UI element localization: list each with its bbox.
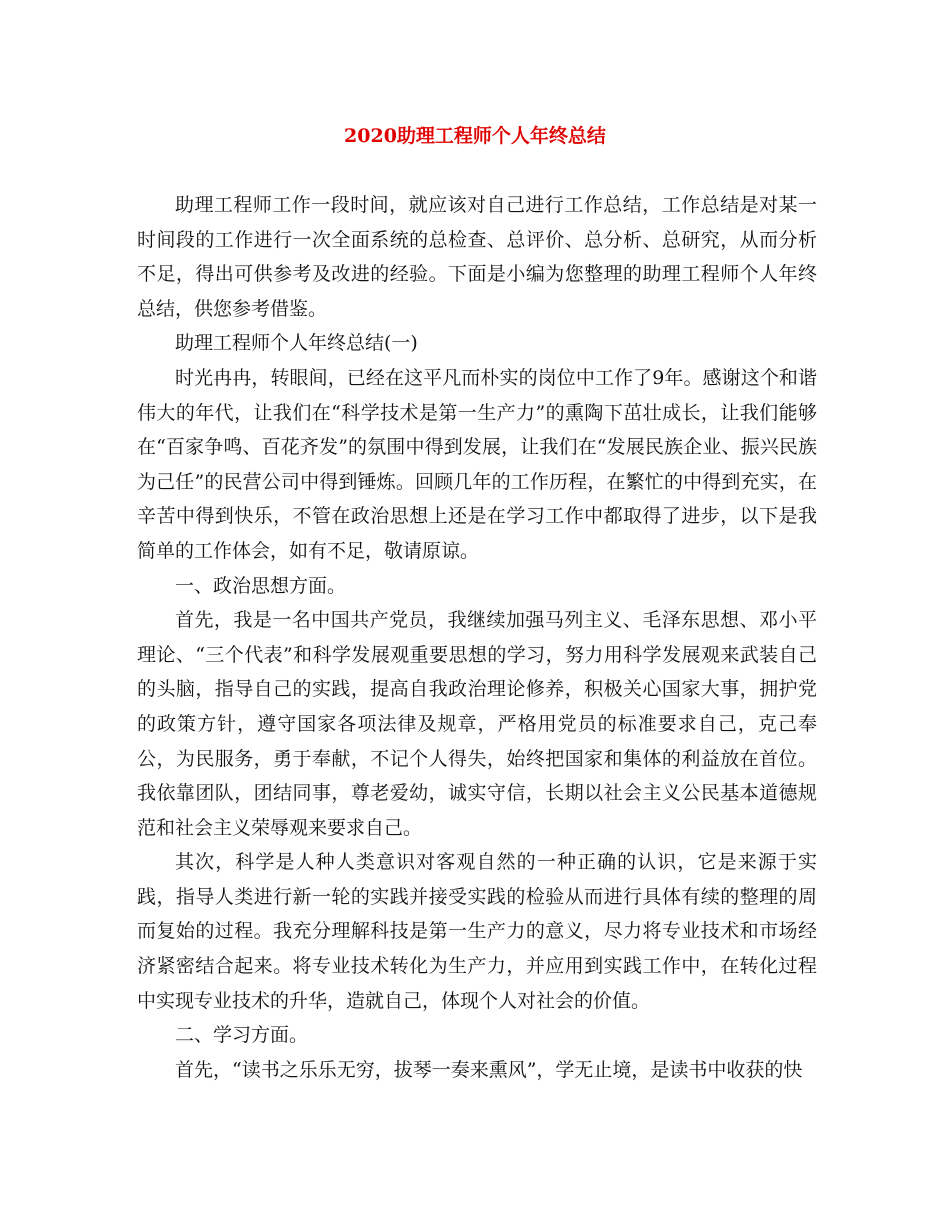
body-paragraph: 首先，“读书之乐乐无穷，拔琴一奏来熏风”，学无止境，是读书中收获的快 xyxy=(175,1058,803,1081)
section-heading: 助理工程师个人年终总结(一) xyxy=(175,332,418,355)
body-paragraph: 时光冉冉，转眼间，已经在这平凡而朴实的岗位中工作了9年。感谢这个和谐伟大的年代，让我们在“科学技术是第一生产力”的熏陶下茁壮成长，让我们能够在“百家争鸣、百花齐发”的氛围中得到发展，让我们在“发展民族企业、振兴民族为己任”的民营公司中得到锤炼。回顾几年的工作历程，在繁忙的中得到充实，在辛苦中得到快乐，不管在政治思想上还是在学习工作中都取得了进步，以下是我简单的工作体会，如有不足，敬请原谅。 xyxy=(137,366,817,562)
intro-paragraph: 助理工程师工作一段时间，就应该对自己进行工作总结，工作总结是对某一时间段的工作进行一次全面系统的总检查、总评价、总分析、总研究，从而分析不足，得出可供参考及改进的经验。下面是小编为您整理的助理工程师个人年终总结，供您参考借鉴。 xyxy=(137,194,817,320)
body-paragraph: 其次，科学是人种人类意识对客观自然的一种正确的认识，它是来源于实践，指导人类进行新一轮的实践并接受实践的检验从而进行具体有续的整理的周而复始的过程。我充分理解科技是第一生产力的意义，尽力将专业技术和市场经济紧密结合起来。将专业技术转化为生产力，并应用到实践工作中，在转化过程中实现专业技术的升华，造就自己，体现个人对社会的价值。 xyxy=(137,851,817,1012)
body-paragraph: 首先，我是一名中国共产党员，我继续加强马列主义、毛泽东思想、邓小平理论、“三个代表”和科学发展观重要思想的学习，努力用科学发展观来武装自己的头脑，指导自己的实践，提高自我政治理论修养，积极关心国家大事，拥护党的政策方针，遵守国家各项法律及规章，严格用党员的标准要求自己，克己奉公，为民服务，勇于奉献，不记个人得失，始终把国家和集体的利益放在首位。我依靠团队，团结同事，尊老爱幼，诚实守信，长期以社会主义公民基本道德规范和社会主义荣辱观来要求自己。 xyxy=(137,609,817,839)
subsection-heading: 一、政治思想方面。 xyxy=(175,574,347,597)
subsection-heading: 二、学习方面。 xyxy=(175,1024,309,1047)
document-body xyxy=(137,188,817,1087)
document-title: 2020助理工程师个人年终总结 xyxy=(344,125,606,147)
